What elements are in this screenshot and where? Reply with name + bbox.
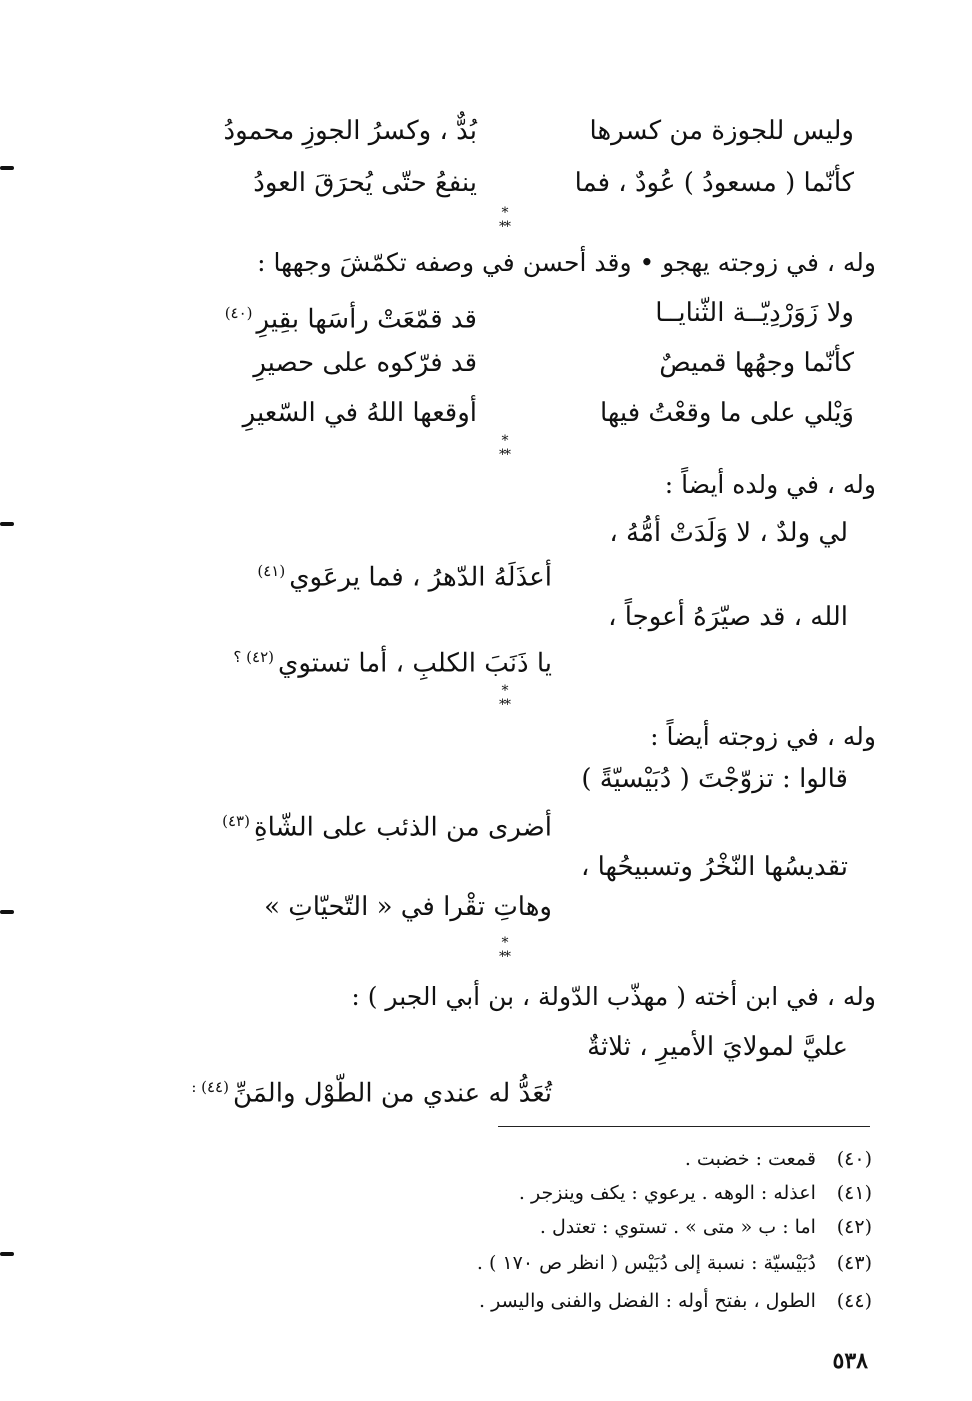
verse-hemistich-left: بُدٌّ ، وكسرُ الجوزِ محمودُ	[223, 116, 477, 146]
verse-hemistich-right: كأنّما وجهُها قميصٌ	[659, 348, 854, 378]
verse-text: قد قمّعَتْ رأسَها بقِيرِ	[256, 304, 477, 335]
footnote-number: (٤١)	[836, 1182, 872, 1204]
footnote-divider	[498, 1126, 870, 1127]
verse-hemistich-right: كأنّما ( مسعودُ ) عُودٌ ، فما	[574, 168, 854, 198]
footnote-number: (٤٣)	[836, 1252, 872, 1274]
footnote-text: اعذله : الوهه . يرعوي : يكف وينزجر .	[518, 1182, 816, 1204]
verse-line: الله ، قد صيّرَهُ أعوجاً ،	[608, 602, 848, 632]
section-separator-stars: * **	[499, 683, 509, 713]
verse-line	[257, 554, 552, 595]
binding-mark	[0, 166, 14, 170]
verse-line: وهاتِ تقْرا في « التّحيّاتِ »	[264, 892, 552, 922]
footnote-ref: (٤٣)	[222, 812, 250, 830]
verse-hemistich-left: ينفعُ حتّى يُحرَقَ العودُ	[253, 168, 477, 198]
verse-line: عليَّ لمولايَ الأميرِ ، ثلاثةٌ	[587, 1032, 848, 1062]
verse-line	[222, 804, 552, 845]
page-number: ٥٣٨	[832, 1348, 868, 1374]
section-heading: وله ، في ولده أيضاً :	[664, 470, 876, 499]
verse-text: يا ذَنَبَ الكلبِ ، أما تستوي	[278, 648, 552, 679]
verse-hemistich-right: ولا زَوَرْدِيّــة الثّنايــا	[655, 298, 854, 328]
verse-text: تُعَدُّ له عندي من الطّوْل والمَنِّ	[232, 1078, 552, 1109]
binding-mark	[0, 1252, 14, 1256]
section-heading: وله ، في زوجته يهجو • وقد أحسن في وصفه تكمّشَ وجهها :	[257, 248, 876, 277]
verse-line: لي ولدٌ ، لا وَلَدَتْ أمُّهُ ،	[609, 518, 848, 548]
verse-line	[191, 1070, 552, 1111]
footnote-ref: (٤٢) ؟	[233, 648, 274, 666]
binding-mark	[0, 910, 14, 914]
footnote-ref: (٤١)	[257, 562, 286, 580]
section-heading: وله ، في ابن أخته ( مهذّب الدّولة ، بن أبي الجبر ) :	[351, 982, 876, 1011]
verse-hemistich-left	[225, 296, 477, 337]
footnote-text: قمعت : خضبت .	[684, 1148, 816, 1170]
footnote-ref: (٤٠)	[224, 304, 253, 322]
verse-text: أعذَلَهُ الدّهرُ ، فما يرعَوي	[289, 562, 552, 593]
footnote	[540, 1214, 872, 1240]
footnote	[519, 1180, 872, 1206]
footnote	[477, 1250, 872, 1276]
section-heading: وله ، في زوجته أيضاً :	[650, 722, 876, 751]
section-separator-stars: * **	[499, 935, 509, 965]
section-separator-stars: * **	[499, 433, 509, 463]
verse-hemistich-left: قد فرّكوه على حصيرِ	[253, 348, 477, 378]
verse-line	[233, 640, 552, 681]
footnote	[479, 1288, 872, 1314]
footnote-number: (٤٠)	[836, 1148, 872, 1170]
footnote-text: اما : ب « متى » . تستوي : تعتدل .	[539, 1216, 816, 1238]
verse-hemistich-right: وليس للجوزة من كسرها	[589, 116, 854, 146]
verse-hemistich-left: أوقعها اللهُ في السّعيرِ	[242, 398, 477, 428]
verse-text: أضرى من الذئب على الشّاةِ	[253, 812, 552, 843]
footnote	[685, 1146, 872, 1172]
footnote-ref: (٤٤) :	[191, 1078, 229, 1096]
verse-line: تقديسُها النّخْرُ وتسبيحُها ،	[580, 852, 848, 882]
footnote-text: الطول ، بفتح أوله : الفضل والفنى واليسر .	[479, 1290, 816, 1312]
binding-mark	[0, 522, 14, 526]
section-separator-stars: * **	[499, 205, 509, 235]
footnote-number: (٤٤)	[836, 1290, 872, 1312]
verse-hemistich-right: وَيْلي على ما وقعْتُ فيها	[599, 398, 854, 428]
footnote-number: (٤٢)	[836, 1216, 872, 1238]
footnote-text: دُبَيْسيّة : نسبة إلى دُبَيْس ( انظر ص ١٧٠ ) .	[476, 1252, 816, 1274]
verse-line: قالوا : تزوّجْتَ ( دُبَيْسيّةً )	[581, 764, 848, 794]
